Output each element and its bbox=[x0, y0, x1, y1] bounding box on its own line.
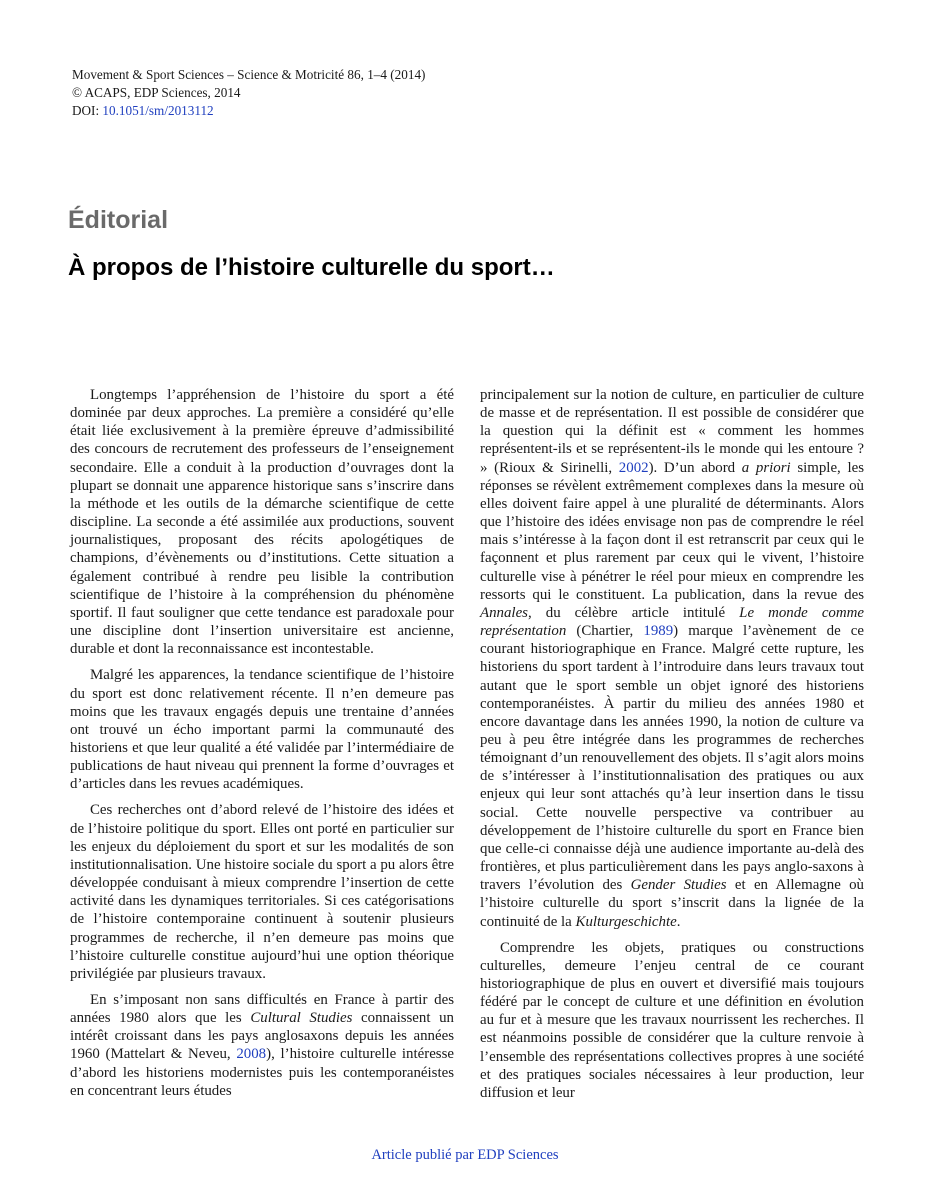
journal-citation: Movement & Sport Sciences – Science & Motricité 86, 1–4 (2014) bbox=[72, 67, 426, 82]
text-run: connaissent un intérêt croissant dans les pays anglosaxons depuis les années 1960 (Mattelart & Neveu, bbox=[70, 1010, 454, 1063]
paragraph: Longtemps l’appréhension de l’histoire du sport a été dominée par deux approches. La première a considéré qu’elle était liée exclusivement à la première épreuve d’admissibilité des concours de recrutement des professeurs de l’enseignement secondaire. Elle a conduit à la production d’ouvrages dont la plupart se donnait une apparence historique sans s’inscrire dans la méthode et les outils de la démarche scientifique de cette discipline. La seconde a été assimilée aux productions, souvent journalistiques, proposant des récits apologétiques de champions, d’évènements ou d’institutions. Cette situation a également contribué à rendre peu lisible la contribution scientifique de l’histoire à la compréhension du phénomène sportif. Il faut souligner que cette tendance est paradoxale pour une discipline dont l’insertion universitaire est ancienne, durable et dont la reconnaissance est incontestable. bbox=[70, 387, 454, 658]
text-run: ) marque l’avènement de ce courant historiographique en France. Malgré cette rupture, les historiens du sport tardent à l’introduire dans leurs travaux tout autant que le sport semble un objet ignoré des historiens contemporanéistes. À partir du milieu des années 1980 et encore davantage dans les années 1990, la notion de culture va peu à peu être intégrée dans les programmes de recherches témoignant d’un renouvellement des objets. Il s’agit alors moins de s’intéresser à l’institutionnalisation des pratiques ou aux enjeux qui leur sont attachés qu’à leur insertion dans le tissu social. Cette nouvelle perspective va contribuer au développement de l’histoire culturelle du sport en France bien que celle-ci connaisse déjà une audience importante au-delà des frontières, et plus particulièrement dans les pays anglo-saxons à travers l’évolution des bbox=[480, 623, 864, 894]
text-run: et en Allemagne où l’histoire culturelle du sport s’inscrit dans la lignée de la continuité de la bbox=[480, 877, 864, 930]
italic-term: a priori bbox=[741, 459, 791, 476]
publisher-footer bbox=[0, 1147, 930, 1164]
section-label: Éditorial bbox=[68, 206, 169, 234]
italic-term: Kulturgeschichte bbox=[575, 913, 677, 930]
doi-line bbox=[72, 102, 425, 120]
italic-term: Cultural Studies bbox=[250, 1010, 353, 1027]
citation-link[interactable]: 1989 bbox=[643, 623, 674, 640]
citation-link[interactable]: 2002 bbox=[618, 459, 649, 476]
italic-term: Annales bbox=[480, 604, 528, 621]
paragraph: Ces recherches ont d’abord relevé de l’histoire des idées et de l’histoire politique du sport. Elles ont porté en particulier sur les enjeux du déploiement du sport et sur les modalités de son institutionnalisation. Une histoire sociale du sport a pu alors être développée conduisant à mieux comprendre l’insertion de cette activité dans les dynamiques territoriales. Si ces catégorisations de l’histoire contemporaine continuent à soutenir plusieurs programmes de recherche, il n’en demeure pas moins que l’histoire culturelle constitue aujourd’hui une option théorique privilégiée par plusieurs travaux. bbox=[70, 802, 454, 982]
right-column bbox=[480, 386, 864, 1110]
text-run: (Chartier, bbox=[566, 623, 644, 640]
doi-link[interactable]: 10.1051/sm/2013112 bbox=[102, 103, 214, 118]
journal-header bbox=[72, 66, 425, 120]
doi-label: DOI: bbox=[72, 103, 103, 118]
publisher-link[interactable]: Article publié par EDP Sciences bbox=[371, 1147, 559, 1163]
italic-term: Le monde comme représentation bbox=[480, 604, 864, 640]
text-run: simple, les réponses se révèlent extrêmement complexes dans la mesure où elles doivent faire appel à une pluralité de déterminants. Alors que l’histoire des idées envisage non pas de comprendre le réel mais s’intéresse à la façon dont il est retranscrit par ceux qui le façonnent et plus rarement par ceux qui le vivent, l’histoire culturelle vise à pénétrer le réel pour mieux en comprendre les ressorts qui le constituent. La publication, dans la revue des bbox=[480, 459, 864, 603]
paragraph bbox=[70, 991, 454, 1100]
text-run: . bbox=[676, 913, 681, 930]
left-column bbox=[70, 386, 454, 1108]
paragraph: Comprendre les objets, pratiques ou constructions culturelles, demeure l’enjeu central de ce courant historiographique de plus en ouvert et diversifié mais toujours fédéré par le concept de culture et une définition en évolution au fur et à mesure que les travaux nourrissent les recherches. Il est néanmoins possible de considérer que la culture renvoie à l’ensemble des représentations collectives propres à une société et des pratiques sociales nécessaires à leur production, leur diffusion et leur bbox=[480, 939, 864, 1101]
citation-link[interactable]: 2008 bbox=[236, 1046, 267, 1063]
text-run: ), l’histoire culturelle intéresse d’abord les historiens modernistes puis les contemporanéistes en concentrant leurs études bbox=[70, 1046, 454, 1099]
italic-term: Gender Studies bbox=[630, 877, 727, 894]
paragraph bbox=[480, 386, 864, 931]
copyright-notice: © ACAPS, EDP Sciences, 2014 bbox=[72, 85, 241, 100]
text-run: , du célèbre article intitulé bbox=[527, 604, 740, 621]
text-run: principalement sur la notion de culture, en particulier de culture de masse et de représentation. Il est possible de considérer que la question qui la définit est « comment les hommes représentent-ils et se représentent-ils le monde qui les entoure ? » (Rioux & Sirinelli, bbox=[480, 387, 864, 476]
article-title: À propos de l’histoire culturelle du sport… bbox=[68, 254, 555, 281]
paragraph: Malgré les apparences, la tendance scientifique de l’histoire du sport est donc relativement récente. Il n’en demeure pas moins que les travaux engagés depuis une trentaine d’années ont trouvé un écho important parmi la communauté des historiens et que leur qualité a été validée par l’intermédiaire de publications de haut niveau qui prennent la forme d’ouvrages et d’articles dans les revues académiques. bbox=[70, 667, 454, 793]
text-run: ). D’un abord bbox=[648, 459, 742, 476]
text-run: En s’imposant non sans difficultés en France à partir des années 1980 alors que les bbox=[70, 992, 454, 1027]
